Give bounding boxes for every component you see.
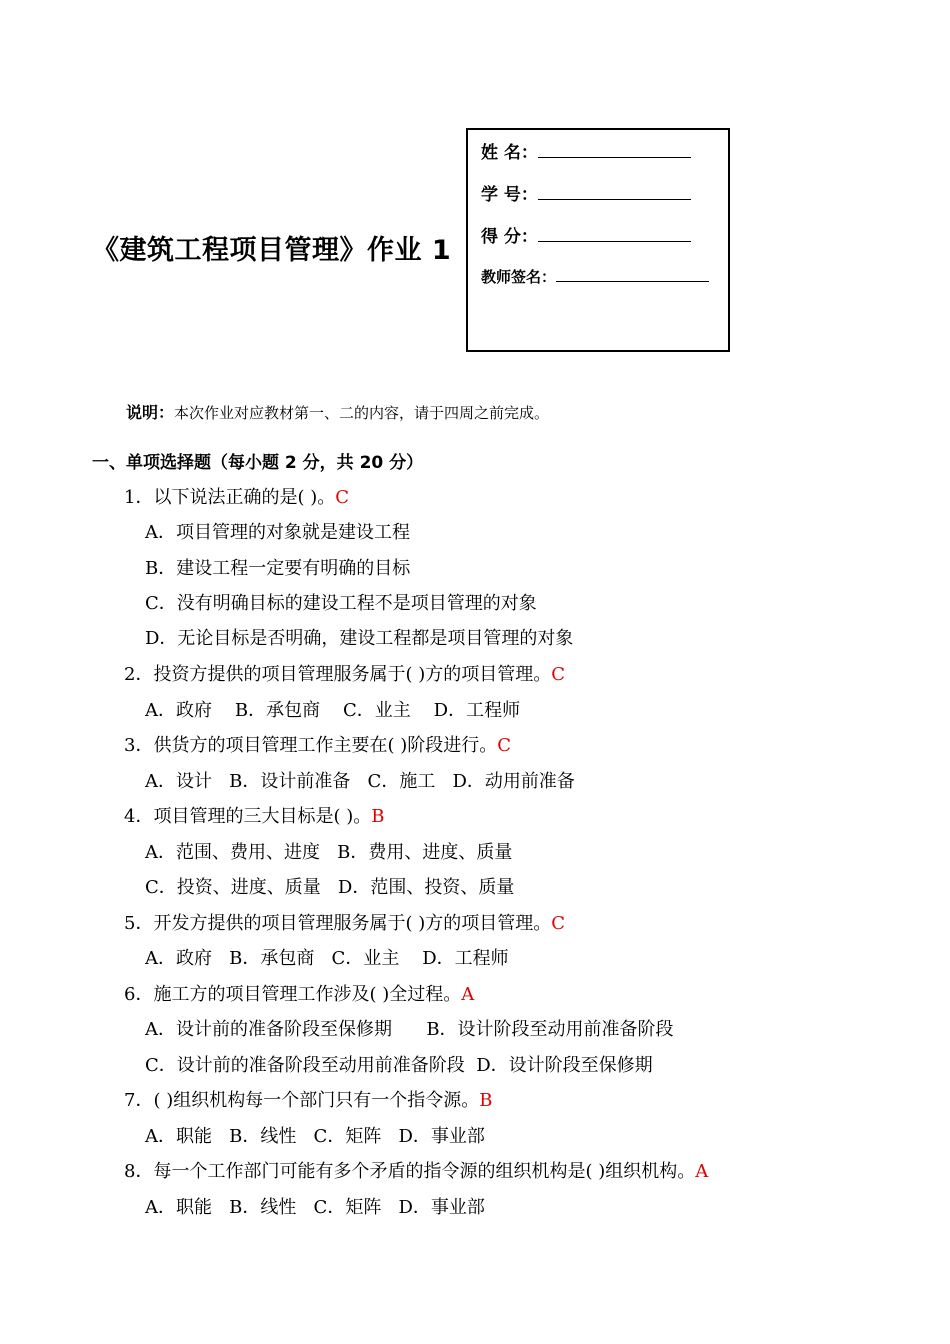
teacher-signature-blank[interactable]	[556, 267, 709, 282]
answer-key: C	[551, 664, 565, 685]
option-line: A．职能 B．线性 C．矩阵 D．事业部	[145, 1197, 485, 1218]
question-3	[124, 731, 511, 757]
student-id-blank[interactable]	[538, 185, 691, 200]
answer-key: C	[335, 487, 349, 508]
score-field	[481, 222, 691, 247]
question-text: 1．以下说法正确的是( )。	[124, 487, 336, 508]
student-info-box	[466, 128, 730, 352]
name-blank[interactable]	[538, 143, 691, 158]
option-line: A．设计前的准备阶段至保修期 B．设计阶段至动用前准备阶段	[145, 1019, 674, 1040]
option-line: B．建设工程一定要有明确的目标	[145, 558, 411, 579]
student-id-field	[481, 180, 691, 205]
name-field	[481, 138, 691, 163]
question-4	[124, 802, 384, 828]
section-heading: 一、单项选择题（每小题 2 分，共 20 分）	[92, 453, 424, 473]
question-text: 4．项目管理的三大目标是( )。	[124, 806, 372, 827]
note-text: 本次作业对应教材第一、二的内容，请于四周之前完成。	[174, 404, 550, 422]
instructions-note	[126, 400, 549, 423]
question-text: 8．每一个工作部门可能有多个矛盾的指令源的组织机构是( )组织机构。	[124, 1161, 696, 1182]
option-line: C．设计前的准备阶段至动用前准备阶段 D．设计阶段至保修期	[145, 1055, 653, 1076]
option-line: A．设计 B．设计前准备 C．施工 D．动用前准备	[145, 771, 575, 792]
option-line: C．没有明确目标的建设工程不是项目管理的对象	[145, 593, 537, 614]
answer-key: C	[551, 913, 565, 934]
question-5	[124, 909, 565, 935]
question-text: 6．施工方的项目管理工作涉及( )全过程。	[124, 984, 462, 1005]
score-blank[interactable]	[538, 227, 691, 242]
teacher-signature-label: 教师签名：	[481, 268, 557, 286]
question-text: 5．开发方提供的项目管理服务属于( )方的项目管理。	[124, 913, 552, 934]
question-text: 2．投资方提供的项目管理服务属于( )方的项目管理。	[124, 664, 552, 685]
question-7	[124, 1086, 492, 1112]
answer-key: B	[371, 806, 385, 827]
option-line: A．范围、费用、进度 B．费用、进度、质量	[145, 842, 513, 863]
option-line: A．职能 B．线性 C．矩阵 D．事业部	[145, 1126, 485, 1147]
option-line: A．政府 B．承包商 C．业主 D．工程师	[145, 948, 509, 969]
answer-key: C	[497, 735, 511, 756]
option-line: D．无论目标是否明确，建设工程都是项目管理的对象	[145, 628, 574, 649]
teacher-signature-field	[481, 266, 709, 287]
option-line: C．投资、进度、质量 D．范围、投资、质量	[145, 877, 515, 898]
question-text: 7．( )组织机构每一个部门只有一个指令源。	[124, 1090, 480, 1111]
question-text: 3．供货方的项目管理工作主要在( )阶段进行。	[124, 735, 498, 756]
option-line: A．项目管理的对象就是建设工程	[145, 522, 410, 543]
name-label: 姓 名：	[481, 143, 538, 163]
answer-key: B	[479, 1090, 493, 1111]
answer-key: A	[461, 984, 475, 1005]
option-line: A．政府 B．承包商 C．业主 D．工程师	[145, 700, 521, 721]
question-1	[124, 483, 349, 509]
score-label: 得 分：	[481, 227, 538, 247]
answer-key: A	[695, 1161, 709, 1182]
question-2	[124, 660, 565, 686]
question-6	[124, 980, 474, 1006]
note-label: 说明：	[126, 403, 175, 422]
page-title: 《建筑工程项目管理》作业 1	[92, 235, 452, 266]
student-id-label: 学 号：	[481, 185, 538, 205]
question-8	[124, 1157, 708, 1183]
